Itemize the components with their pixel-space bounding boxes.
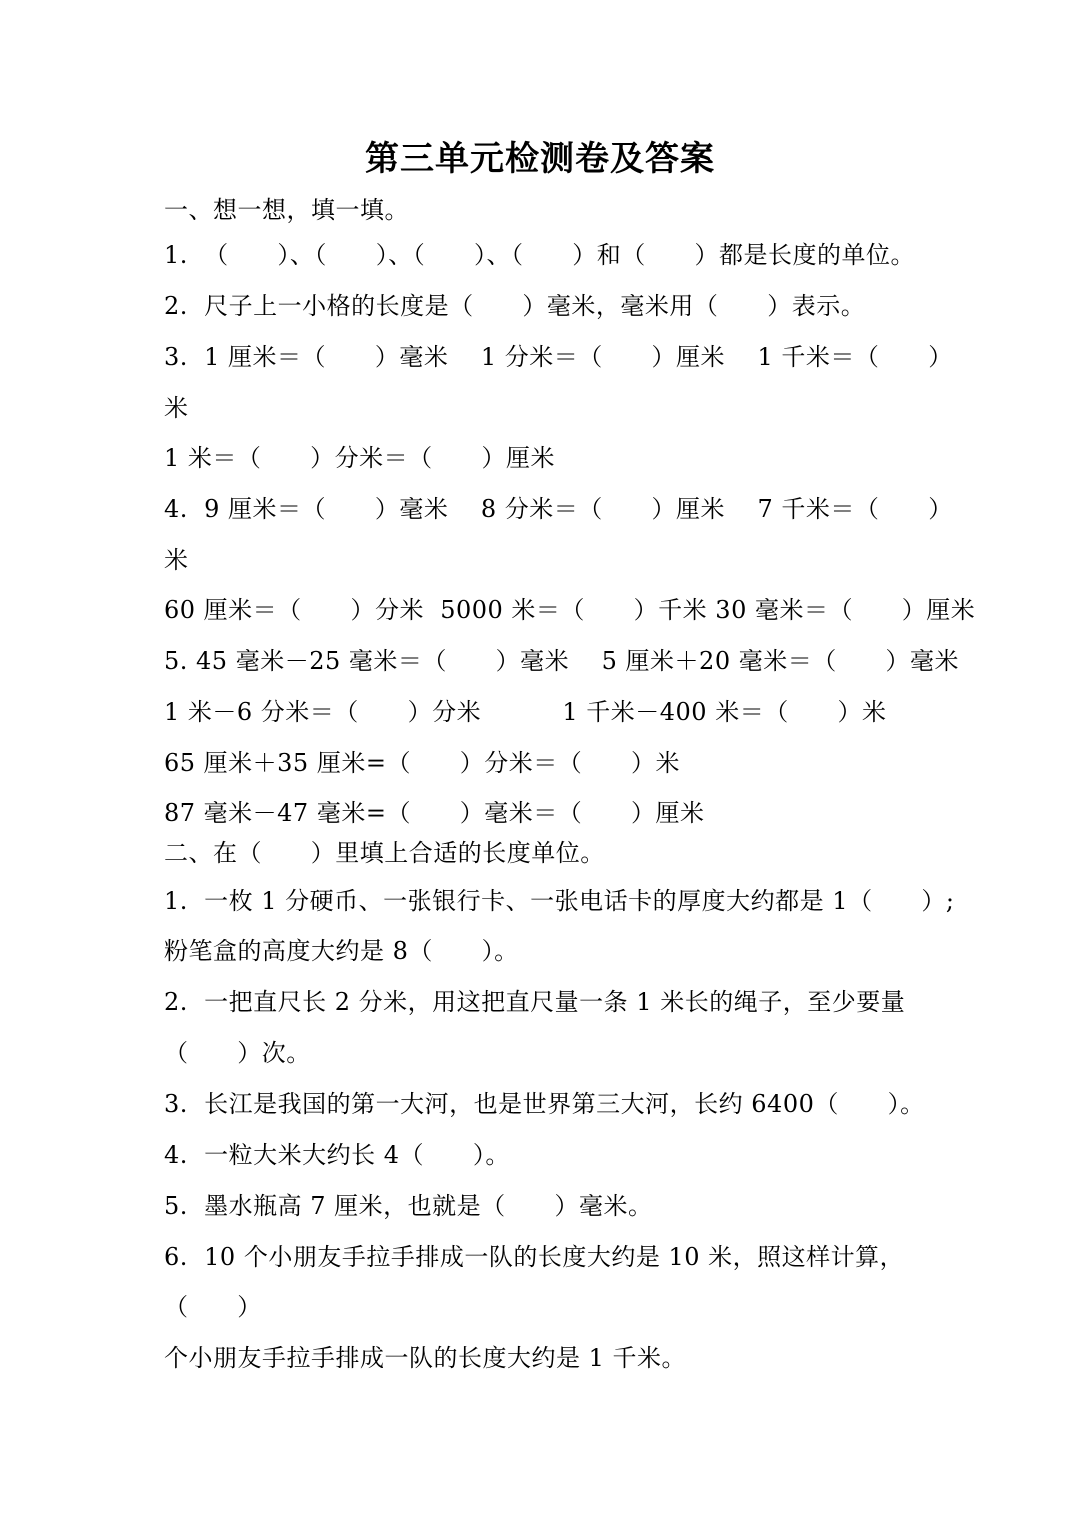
section1-line-12: 87 毫米－47 毫米=（ ）毫米＝（ ）厘米 (164, 799, 705, 827)
section1-line-6: 4. 9 厘米＝（ ）毫米 8 分米＝（ ）厘米 7 千米＝（ ） (164, 495, 953, 523)
section1-line-1: 1. （ ）、（ ）、（ ）、（ ）和（ ）都是长度的单位。 (164, 241, 916, 269)
section2-heading: 二、在（ ）里填上合适的长度单位。 (164, 839, 605, 867)
page-title: 第三单元检测卷及答案 (365, 139, 715, 179)
section2-line-9: （ ） (164, 1293, 262, 1321)
section2-line-6: 4. 一粒大米大约长 4（ ）。 (164, 1141, 510, 1169)
section2-line-5: 3. 长江是我国的第一大河，也是世界第三大河，长约 6400（ ）。 (164, 1090, 925, 1118)
section1-line-4: 米 (164, 394, 189, 422)
section2-line-7: 5. 墨水瓶高 7 厘米，也就是（ ）毫米。 (164, 1192, 653, 1220)
section2-line-8: 6. 10 个小朋友手拉手排成一队的长度大约是 10 米，照这样计算， (164, 1243, 905, 1271)
section2-line-4: （ ）次。 (164, 1039, 311, 1067)
section1-line-10: 1 米－6 分米＝（ ）分米 1 千米－400 米＝（ ）米 (164, 698, 887, 726)
section1-line-8: 60 厘米＝（ ）分米 5000 米＝（ ）千米 30 毫米＝（ ）厘米 (164, 596, 976, 624)
section2-line-1: 1. 一枚 1 分硬币、一张银行卡、一张电话卡的厚度大约都是 1（ ）; (164, 887, 955, 915)
section1-line-3: 3. 1 厘米＝（ ）毫米 1 分米＝（ ）厘米 1 千米＝（ ） (164, 343, 953, 371)
section1-line-7: 米 (164, 546, 189, 574)
section2-line-10: 个小朋友手拉手排成一队的长度大约是 1 千米。 (164, 1344, 687, 1372)
section1-line-11: 65 厘米＋35 厘米=（ ）分米＝（ ）米 (164, 749, 680, 777)
section1-heading: 一、想一想，填一填。 (164, 196, 409, 224)
section1-line-9: 5. 45 毫米－25 毫米＝（ ）毫米 5 厘米＋20 毫米＝（ ）毫米 (164, 647, 959, 675)
section2-line-2: 粉笔盒的高度大约是 8（ ）。 (164, 937, 519, 965)
section1-line-5: 1 米＝（ ）分米＝（ ）厘米 (164, 444, 555, 472)
section2-line-3: 2. 一把直尺长 2 分米，用这把直尺量一条 1 米长的绳子，至少要量 (164, 988, 906, 1016)
section1-line-2: 2. 尺子上一小格的长度是（ ）毫米，毫米用（ ）表示。 (164, 292, 866, 320)
